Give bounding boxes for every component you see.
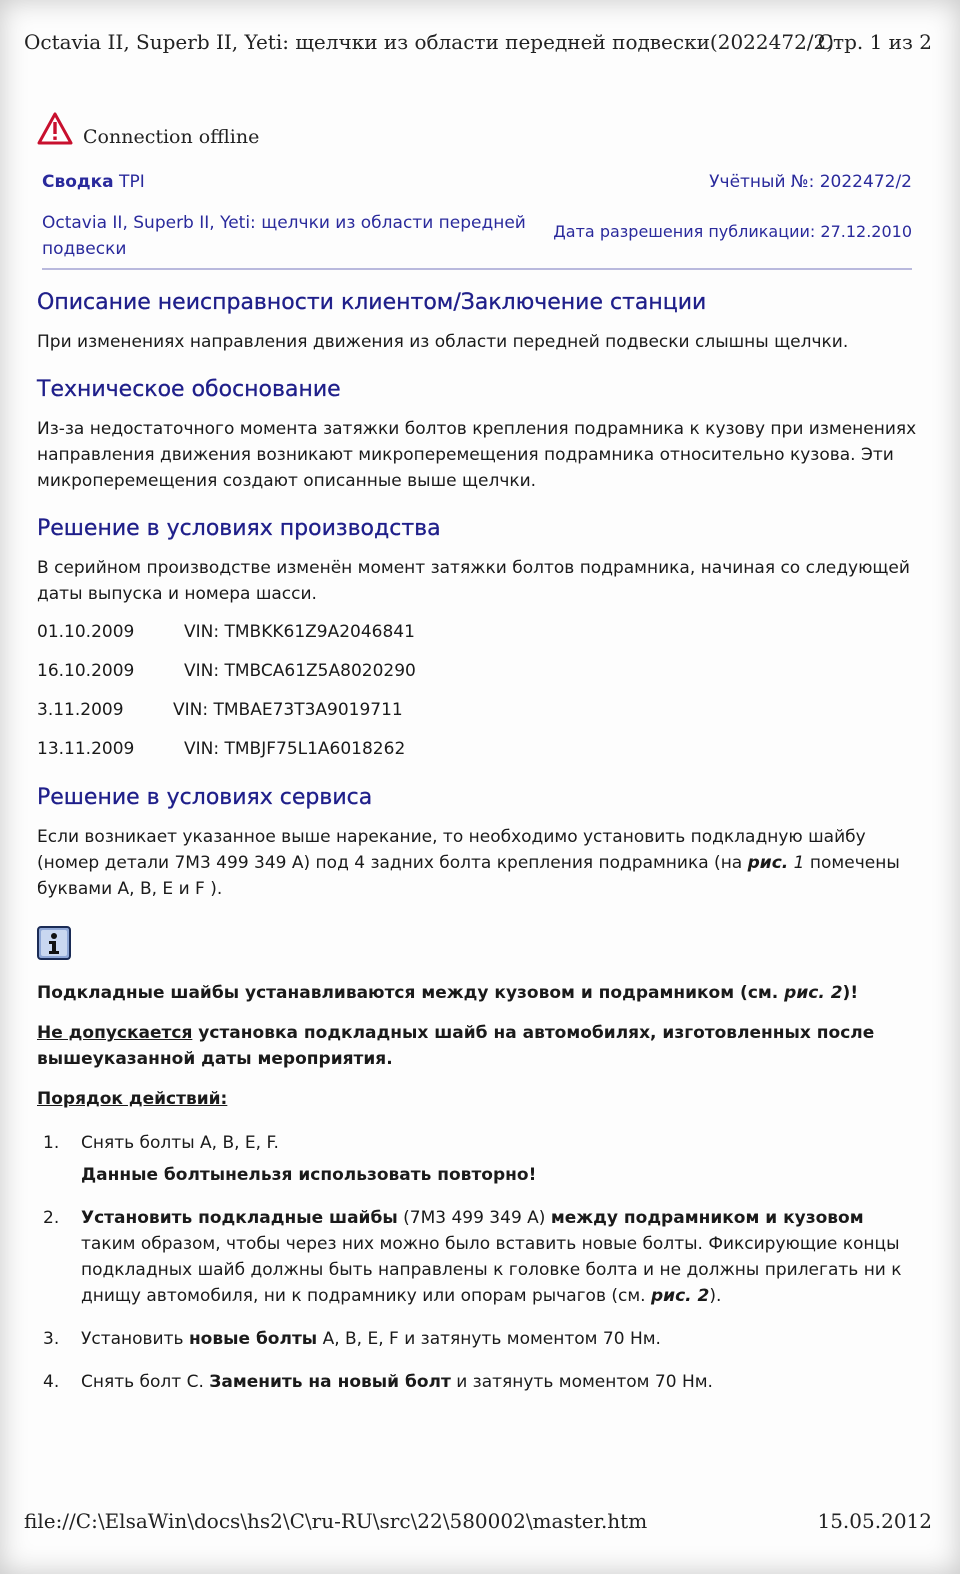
vin-row	[37, 697, 920, 736]
service-text-part1: Если возникает указанное выше нарекание, то необходимо установить подкладную шайбу (номер детали 7M3 499 349 A) под 4 задних болта крепления подрамника (на	[37, 827, 866, 873]
document-body	[37, 290, 920, 1412]
note-restriction-rest: установка подкладных шайб на автомобилях, изготовленных после вышеуказанной даты мероприятия.	[37, 1023, 875, 1069]
vin-row	[37, 736, 920, 775]
step-number: 4.	[43, 1372, 60, 1392]
steps-list	[37, 1130, 920, 1395]
connection-status-text: Connection offline	[83, 126, 260, 148]
vin-number: VIN: TMBCA61Z5A8020290	[184, 661, 416, 681]
record-number: Учётный №: 2022472/2	[709, 172, 912, 192]
print-date: 15.05.2012	[817, 1509, 932, 1533]
figure-ref-number[interactable]: 1	[788, 853, 805, 873]
section-title-service: Решение в условиях сервиса	[37, 785, 373, 810]
summary-label-rest: TPI	[113, 172, 145, 192]
document-meta	[42, 172, 912, 270]
section-title-tech: Техническое обоснование	[37, 377, 341, 402]
section-title-production: Решение в условиях производства	[37, 516, 441, 541]
vin-row	[37, 619, 920, 658]
section-title-complaint: Описание неисправности клиентом/Заключение станции	[37, 290, 707, 315]
step-text-bold: между подрамником и кузовом	[550, 1208, 864, 1228]
figure-ref[interactable]: рис.	[747, 853, 789, 873]
complaint-text: При изменениях направления движения из области передней подвески слышны щелчки.	[37, 332, 849, 352]
info-icon	[37, 926, 71, 960]
summary-label	[42, 172, 145, 192]
step-item	[37, 1369, 920, 1395]
vin-number: VIN: TMBJF75L1A6018262	[184, 739, 406, 759]
step-number: 2.	[43, 1208, 60, 1228]
step-text-bold: новые болты	[188, 1329, 318, 1349]
service-text-part2: помечены буквами A, B, E и F ).	[37, 853, 900, 899]
step-item	[37, 1205, 920, 1309]
step-text: A, B, E, F и затянуть моментом 70 Нм.	[317, 1329, 661, 1349]
note-washers-part1: Подкладные шайбы устанавливаются между кузовом и подрамником (см.	[37, 983, 785, 1003]
file-path: file://C:\ElsaWin\docs\hs2\C\ru-RU\src\22\580002\master.htm	[24, 1509, 648, 1533]
print-title: Octavia II, Superb II, Yeti: щелчки из области передней подвески(2022472/2)	[24, 30, 835, 54]
vin-date: 16.10.2009	[37, 661, 135, 681]
note-washers	[37, 980, 920, 1006]
vin-number: VIN: TMBAE73T3A9019711	[173, 700, 403, 720]
step-number: 3.	[43, 1329, 60, 1349]
step-text: ).	[709, 1286, 722, 1306]
step-text: Снять болт C.	[81, 1372, 210, 1392]
figure-ref[interactable]: рис. 2	[784, 983, 843, 1003]
production-text: В серийном производстве изменён момент затяжки болтов подрамника, начиная со следующей даты выпуска и номера шасси.	[37, 558, 910, 604]
step-warning: Данные болтынельзя использовать повторно!	[81, 1165, 537, 1185]
publication-date: Дата разрешения публикации: 27.12.2010	[553, 222, 912, 241]
step-item	[37, 1130, 920, 1188]
vin-date: 01.10.2009	[37, 622, 135, 642]
tech-text: Из-за недостаточного момента затяжки болтов крепления подрамника к кузову при изменениях направления движения возникают микроперемещения подрамника относительно кузова. Эти микроперемещения создают описанные выше щелчки.	[37, 419, 917, 491]
vin-date: 13.11.2009	[37, 739, 135, 759]
order-title: Порядок действий:	[37, 1089, 228, 1109]
step-text: Снять болты A, B, E, F.	[81, 1133, 279, 1153]
step-text: (7M3 499 349 A)	[397, 1208, 551, 1228]
vin-number: VIN: TMBKK61Z9A2046841	[184, 622, 415, 642]
vin-row	[37, 658, 920, 697]
figure-ref[interactable]: рис. 2	[651, 1286, 710, 1306]
step-text: и затянуть моментом 70 Нм.	[450, 1372, 713, 1392]
note-restriction	[37, 1020, 920, 1072]
step-text-bold: Установить подкладные шайбы	[81, 1208, 398, 1228]
note-restriction-underlined: Не допускается	[37, 1023, 193, 1043]
summary-label-bold: Сводка	[42, 172, 114, 192]
service-text	[37, 824, 920, 902]
step-item	[37, 1326, 920, 1352]
warning-triangle-icon	[37, 112, 73, 146]
step-text: таким образом, чтобы через них можно было вставить новые болты. Фиксирующие концы подкладных шайб должны быть направлены к головке болта и не должны прилегать ни к днищу автомобиля, ни к подрамнику или опорам рычагов (см.	[81, 1234, 902, 1306]
step-number: 1.	[43, 1133, 60, 1153]
page-number: Стр. 1 из 2	[817, 30, 932, 54]
note-washers-end: )!	[842, 983, 859, 1003]
step-text: Установить	[81, 1329, 189, 1349]
vin-date: 3.11.2009	[37, 700, 124, 720]
step-text-bold: Заменить на новый болт	[209, 1372, 451, 1392]
document-subject: Octavia II, Superb II, Yeti: щелчки из области передней подвески	[42, 213, 526, 259]
